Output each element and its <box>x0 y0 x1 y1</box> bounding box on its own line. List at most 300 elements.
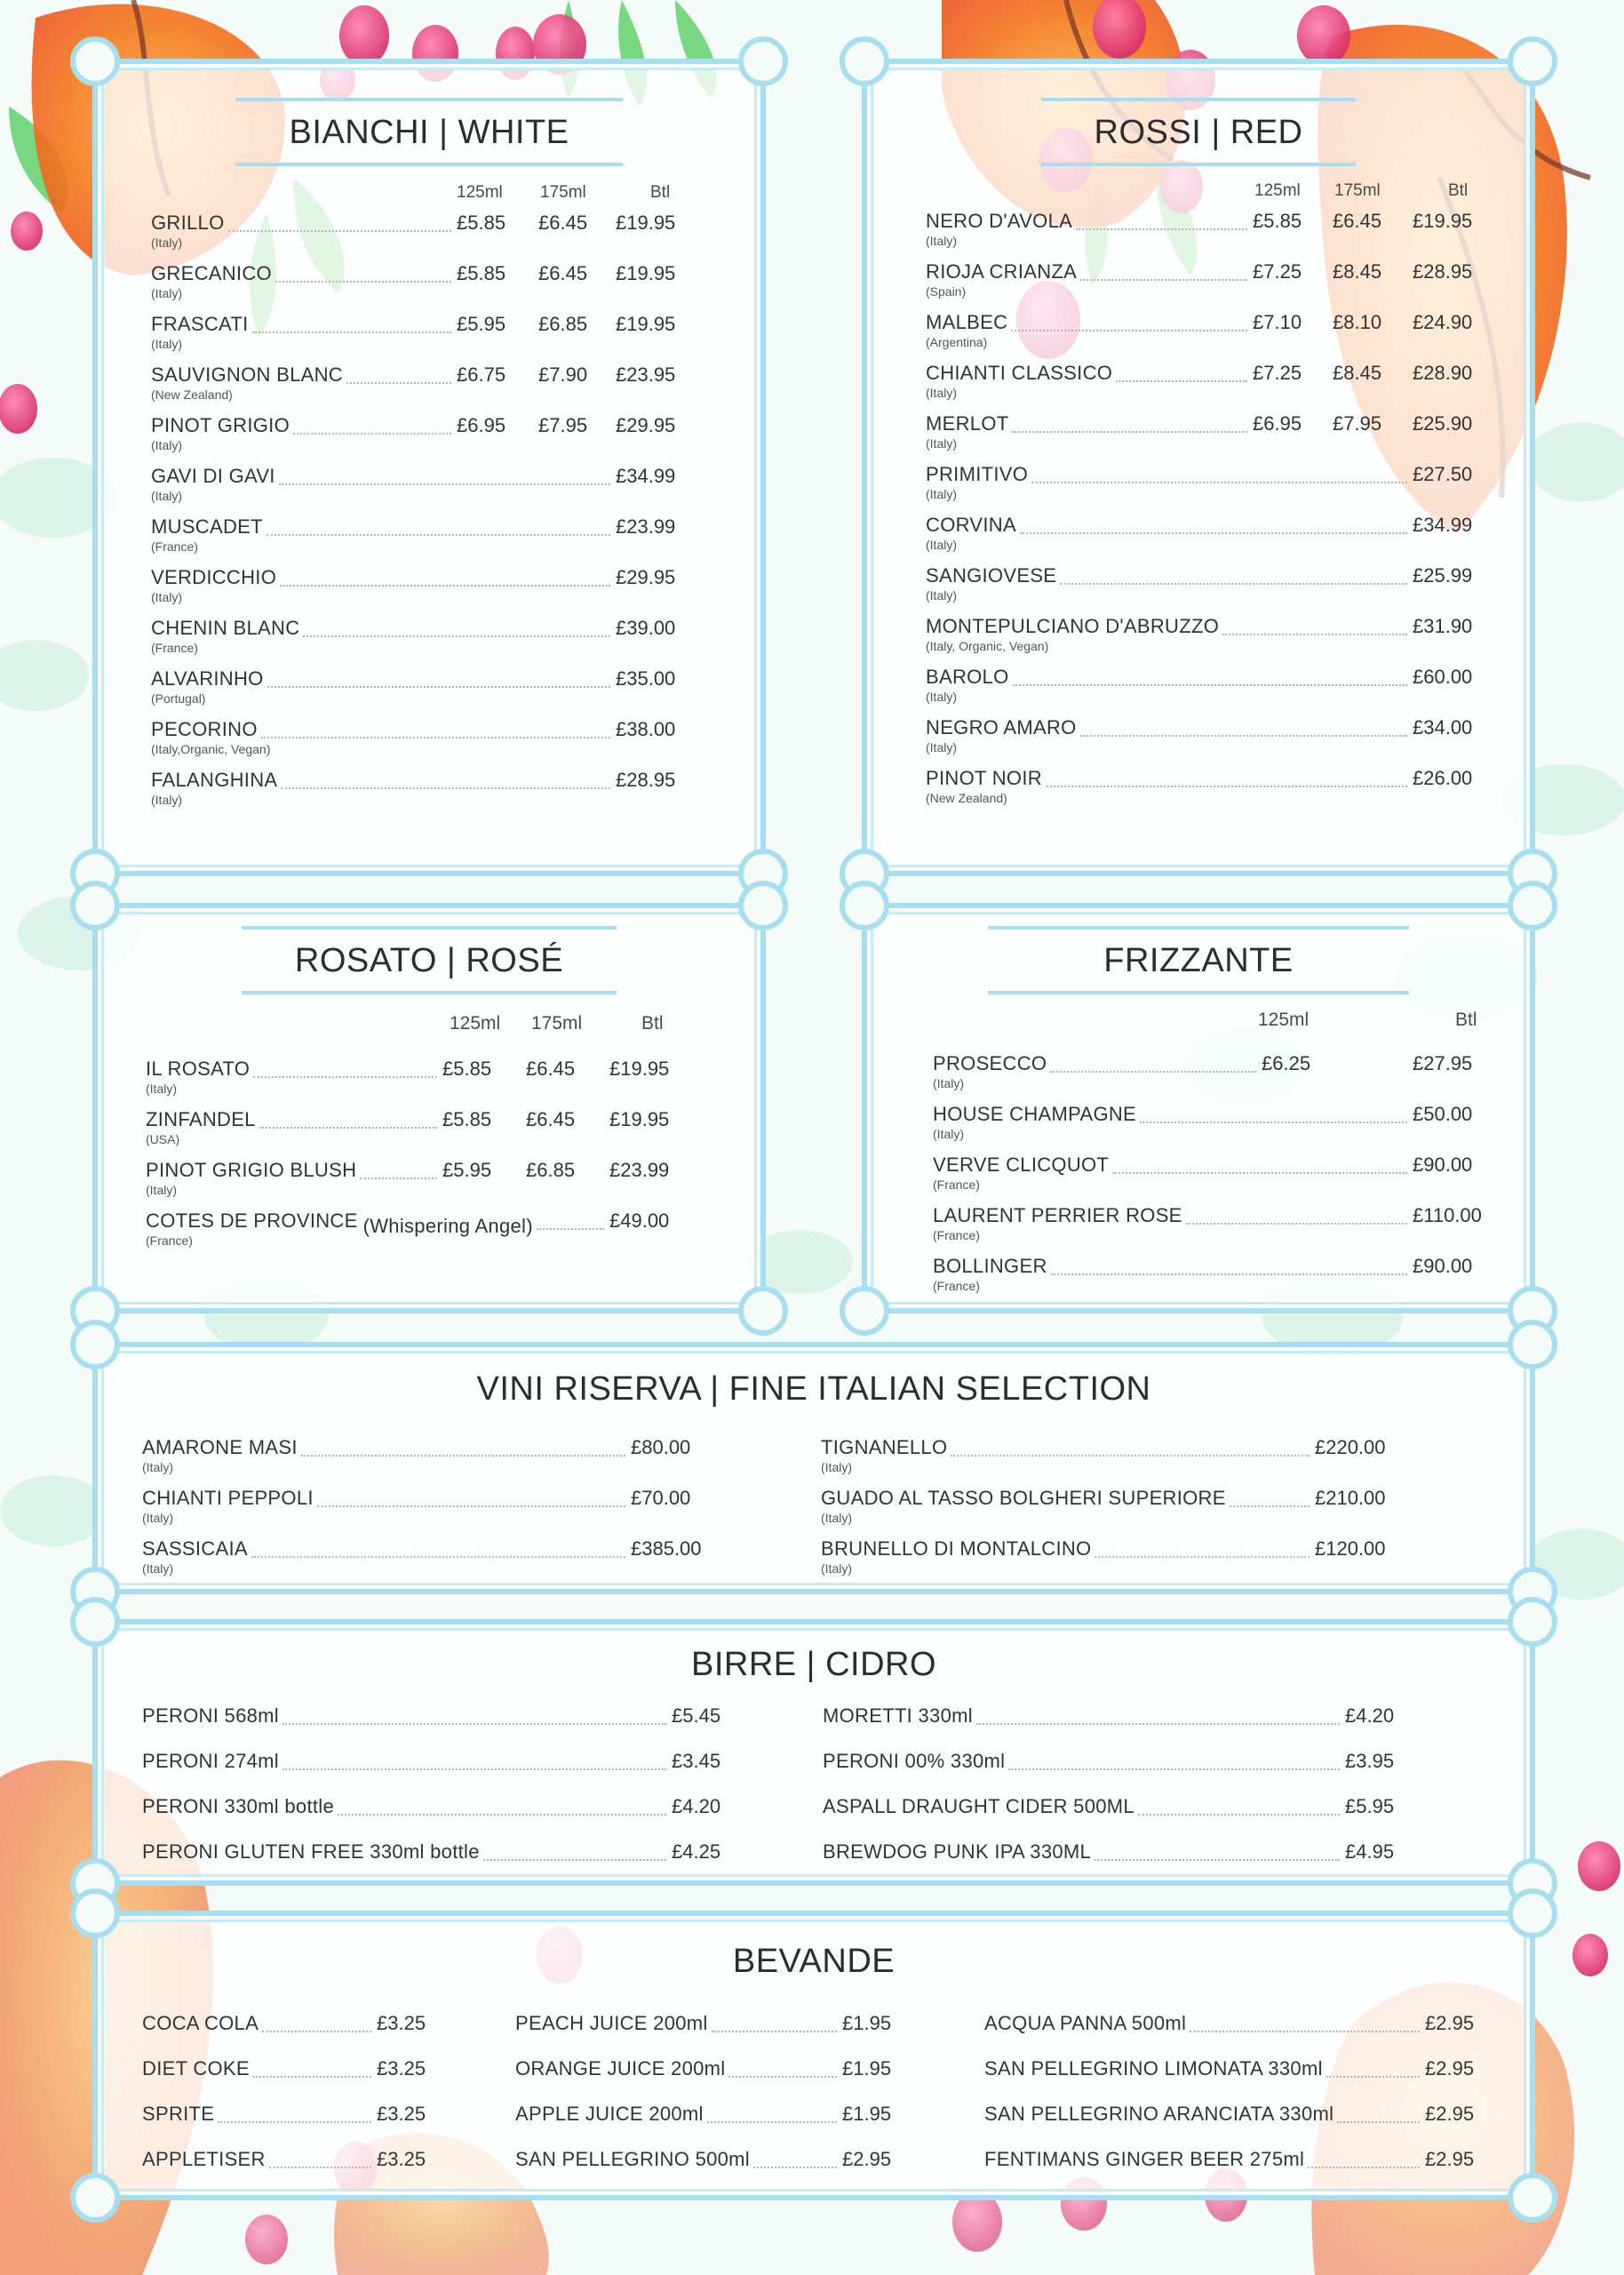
wine-item <box>926 463 1494 513</box>
price: £3.25 <box>377 2103 426 2125</box>
white-wine-panel <box>92 59 766 876</box>
wine-item <box>151 769 693 818</box>
item-origin: (Italy) <box>151 337 182 351</box>
item-name: ORANGE JUICE 200ml <box>515 2057 726 2079</box>
item-name: HOUSE CHAMPAGNE <box>933 1103 1137 1125</box>
price: £210.00 <box>1315 1487 1386 1509</box>
dot-leader <box>1050 1071 1256 1073</box>
wine-item <box>151 718 693 768</box>
item-name: NEGRO AMARO <box>926 716 1077 738</box>
col-header-125ml: 125ml <box>450 1013 501 1034</box>
price: £1.95 <box>842 2057 892 2079</box>
price-bottle: £50.00 <box>1413 1103 1473 1125</box>
wine-item <box>926 311 1494 361</box>
price-175ml: £6.45 <box>526 1108 576 1130</box>
wine-item <box>151 515 693 565</box>
item-name: RIOJA CRIANZA <box>926 260 1078 283</box>
wine-item <box>151 262 693 312</box>
price-bottle: £19.95 <box>609 1108 670 1130</box>
item-origin: (France) <box>151 641 198 655</box>
dot-leader <box>1020 532 1407 534</box>
price-125ml: £6.25 <box>1262 1052 1311 1074</box>
wine-item <box>933 1103 1487 1153</box>
price-bottle: £27.95 <box>1413 1052 1473 1074</box>
item-name: CHENIN BLANC <box>151 617 300 639</box>
red-wine-panel <box>862 59 1535 876</box>
item-name: CHIANTI PEPPOLI <box>142 1487 314 1509</box>
dot-leader <box>1013 684 1408 686</box>
col-header-175ml: 175ml <box>540 183 586 202</box>
dot-leader <box>753 2167 837 2168</box>
col-header-175ml: 175ml <box>531 1013 583 1034</box>
price-bottle: £34.00 <box>1413 716 1473 738</box>
dot-leader <box>1051 1273 1407 1275</box>
dot-leader <box>261 737 610 738</box>
dot-leader <box>1031 482 1407 483</box>
item-name: GRILLO <box>151 212 225 234</box>
dot-leader <box>283 1723 666 1725</box>
dot-leader <box>1326 2076 1420 2078</box>
menu-item <box>142 1750 728 1800</box>
item-name: TIGNANELLO <box>821 1436 948 1458</box>
price-bottle: £38.00 <box>616 718 676 740</box>
wine-item <box>926 767 1494 817</box>
item-name: NERO D'AVOLA <box>926 210 1073 232</box>
price-125ml: £5.85 <box>457 212 506 234</box>
dot-leader <box>728 2076 837 2078</box>
item-origin: (Italy) <box>926 234 957 248</box>
price-125ml: £7.25 <box>1253 362 1302 384</box>
wine-item <box>933 1204 1487 1254</box>
item-origin: (Italy) <box>821 1561 852 1576</box>
riserva-title: VINI RISERVA | FINE ITALIAN SELECTION <box>476 1370 1151 1408</box>
item-origin: (Italy) <box>821 1511 852 1525</box>
rose-title: ROSATO | ROSÉ <box>242 926 617 994</box>
item-name: GRECANICO <box>151 262 272 284</box>
menu-item <box>142 2148 434 2198</box>
col-header-btl: Btl <box>641 1013 664 1034</box>
price-175ml: £6.85 <box>538 313 588 335</box>
dot-leader <box>1112 1172 1407 1174</box>
price: £220.00 <box>1315 1436 1386 1458</box>
price: £4.20 <box>672 1795 721 1817</box>
col-header-125ml: 125ml <box>457 183 503 202</box>
item-name: SAN PELLEGRINO ARANCIATA 330ml <box>984 2103 1334 2125</box>
price: £2.95 <box>1425 2012 1475 2034</box>
menu-item <box>984 2103 1482 2152</box>
price: £120.00 <box>1315 1537 1386 1560</box>
dot-leader <box>483 1859 666 1861</box>
item-name: PINOT NOIR <box>926 767 1042 789</box>
wine-item <box>151 414 693 464</box>
item-name: PERONI GLUTEN FREE 330ml bottle <box>142 1840 480 1863</box>
price-bottle: £35.00 <box>616 667 676 690</box>
price-bottle: £29.95 <box>616 566 676 588</box>
price-bottle: £19.95 <box>616 262 676 284</box>
wine-item <box>821 1436 1404 1486</box>
dot-leader <box>1222 634 1407 635</box>
price-125ml: £5.85 <box>1253 210 1302 232</box>
item-origin: (Italy) <box>151 590 182 604</box>
wine-item <box>151 617 693 667</box>
menu-item <box>823 1750 1402 1800</box>
item-name: SAN PELLEGRINO LIMONATA 330ml <box>984 2057 1323 2079</box>
item-name: AMARONE MASI <box>142 1436 298 1458</box>
col-header-125ml: 125ml <box>1254 181 1301 200</box>
item-origin: (France) <box>933 1177 980 1192</box>
item-name: IL ROSATO <box>146 1058 251 1080</box>
item-origin: (France) <box>933 1228 980 1242</box>
wine-item <box>933 1052 1487 1102</box>
dot-leader <box>1138 1814 1340 1816</box>
price-125ml: £5.85 <box>442 1058 492 1080</box>
beer-panel <box>92 1619 1535 1886</box>
dot-leader <box>1076 228 1247 230</box>
item-origin: (New Zealand) <box>926 791 1007 805</box>
red-title: ROSSI | RED <box>1041 98 1357 166</box>
menu-item <box>142 2057 434 2107</box>
price-bottle: £26.00 <box>1413 767 1473 789</box>
item-origin: (USA) <box>146 1132 180 1146</box>
dot-leader <box>253 1076 437 1078</box>
item-name: ZINFANDEL <box>146 1108 256 1130</box>
dot-leader <box>293 433 451 435</box>
dot-leader <box>1080 279 1247 281</box>
item-name: ALVARINHO <box>151 667 264 690</box>
price-bottle: £60.00 <box>1413 666 1473 688</box>
item-origin: (Italy) <box>151 286 182 300</box>
dot-leader <box>1230 1505 1310 1507</box>
dot-leader <box>262 2031 371 2032</box>
price: £3.45 <box>672 1750 721 1772</box>
item-origin: (Portugal) <box>151 691 206 706</box>
wine-item <box>151 363 693 413</box>
dot-leader <box>252 331 451 333</box>
price: £3.25 <box>377 2148 426 2170</box>
item-origin: (Italy) <box>151 793 182 807</box>
item-origin: (Italy) <box>926 386 957 400</box>
item-origin: (Italy) <box>926 538 957 552</box>
wine-item <box>926 412 1494 462</box>
item-origin: (Italy) <box>146 1183 177 1197</box>
dot-leader <box>303 635 610 637</box>
item-name: LAURENT PERRIER ROSE <box>933 1204 1182 1226</box>
price-bottle: £34.99 <box>1413 514 1473 536</box>
item-origin: (Italy) <box>926 690 957 704</box>
price-175ml: £6.45 <box>1333 210 1382 232</box>
dot-leader <box>707 2121 837 2123</box>
sparkling-wine-panel <box>862 903 1535 1313</box>
wine-item <box>146 1058 679 1107</box>
wine-item <box>142 1537 720 1587</box>
wine-item <box>151 212 693 261</box>
price-bottle: £19.95 <box>609 1058 670 1080</box>
price-bottle: £110.00 <box>1413 1204 1482 1226</box>
item-name: BAROLO <box>926 666 1009 688</box>
item-origin: (France) <box>933 1279 980 1293</box>
dot-leader <box>228 230 452 232</box>
price-bottle: £28.90 <box>1413 362 1473 384</box>
item-name: PEACH JUICE 200ml <box>515 2012 708 2034</box>
item-name: CORVINA <box>926 514 1016 536</box>
wine-item <box>142 1436 720 1486</box>
price: £4.20 <box>1345 1704 1395 1727</box>
wine-item <box>926 615 1494 665</box>
item-name: PERONI 00% 330ml <box>823 1750 1006 1772</box>
item-name: VERVE CLICQUOT <box>933 1153 1110 1176</box>
item-origin: (Italy) <box>142 1561 173 1576</box>
dot-leader <box>346 382 451 384</box>
price-125ml: £5.85 <box>442 1108 492 1130</box>
item-origin: (Italy) <box>821 1460 852 1474</box>
price-bottle: £34.99 <box>616 465 676 487</box>
dot-leader <box>976 1723 1340 1725</box>
price-bottle: £27.50 <box>1413 463 1473 485</box>
dot-leader <box>275 281 451 283</box>
item-name: BRUNELLO DI MONTALCINO <box>821 1537 1092 1560</box>
menu-item <box>984 2012 1482 2062</box>
item-name: PECORINO <box>151 718 258 740</box>
price-bottle: £90.00 <box>1413 1255 1473 1277</box>
menu-item <box>142 1704 728 1754</box>
dot-leader <box>1186 1223 1407 1225</box>
price-125ml: £7.10 <box>1253 311 1302 333</box>
dot-leader <box>1046 786 1407 787</box>
item-origin: (France) <box>151 539 198 554</box>
price-bottle: £23.95 <box>616 363 676 386</box>
item-name: ACQUA PANNA 500ml <box>984 2012 1187 2034</box>
wine-item <box>926 260 1494 310</box>
price: £1.95 <box>842 2103 892 2125</box>
dot-leader <box>283 1768 666 1770</box>
item-name: BREWDOG PUNK IPA 330ML <box>823 1840 1092 1863</box>
item-note: (Whispering Angel) <box>362 1215 533 1237</box>
price: £385.00 <box>631 1537 702 1560</box>
dot-leader <box>1095 1556 1310 1558</box>
price: £4.95 <box>1345 1840 1395 1863</box>
wine-item <box>926 716 1494 766</box>
item-name: GUADO AL TASSO BOLGHERI SUPERIORE <box>821 1487 1226 1509</box>
item-origin: (France) <box>146 1233 193 1248</box>
item-name: FALANGHINA <box>151 769 278 791</box>
col-header-125ml: 125ml <box>1258 1010 1310 1030</box>
item-name: BOLLINGER <box>933 1255 1047 1277</box>
item-name: PROSECCO <box>933 1052 1047 1074</box>
menu-item <box>515 2012 899 2062</box>
menu-item <box>823 1704 1402 1754</box>
price: £80.00 <box>631 1436 691 1458</box>
dot-leader <box>1095 1859 1340 1861</box>
item-name: PRIMITIVO <box>926 463 1029 485</box>
item-origin: (Italy) <box>146 1082 177 1096</box>
menu-item <box>984 2148 1482 2198</box>
white-title: BIANCHI | WHITE <box>235 98 622 166</box>
price-bottle: £29.95 <box>616 414 676 436</box>
item-origin: (Italy, Organic, Vegan) <box>926 639 1049 653</box>
item-origin: (Italy,Organic, Vegan) <box>151 742 271 756</box>
wine-item <box>933 1255 1487 1305</box>
price: £5.95 <box>1345 1795 1395 1817</box>
item-origin: (New Zealand) <box>151 387 233 402</box>
dot-leader <box>269 2167 371 2168</box>
menu-item <box>142 1840 728 1890</box>
menu-item <box>823 1840 1402 1890</box>
price: £2.95 <box>842 2148 892 2170</box>
item-name: SANGIOVESE <box>926 564 1057 587</box>
wine-item <box>146 1159 679 1209</box>
item-name: MALBEC <box>926 311 1008 333</box>
price-bottle: £49.00 <box>609 1209 670 1232</box>
item-name: PERONI 568ml <box>142 1704 279 1727</box>
price: £70.00 <box>631 1487 691 1509</box>
rose-wine-panel <box>92 903 766 1313</box>
price-125ml: £6.95 <box>1253 412 1302 435</box>
item-name: ASPALL DRAUGHT CIDER 500ML <box>823 1795 1134 1817</box>
sparkling-title: FRIZZANTE <box>988 926 1408 994</box>
menu-item <box>515 2148 899 2198</box>
price-175ml: £7.95 <box>1333 412 1382 435</box>
dot-leader <box>1011 330 1247 331</box>
item-origin: (Italy) <box>151 438 182 452</box>
dot-leader <box>1140 1122 1407 1123</box>
item-name: SAUVIGNON BLANC <box>151 363 343 386</box>
price-bottle: £19.95 <box>1413 210 1473 232</box>
item-origin: (Italy) <box>926 487 957 501</box>
item-name: COTES DE PROVINCE <box>146 1209 358 1232</box>
item-name: PERONI 274ml <box>142 1750 279 1772</box>
price-175ml: £7.95 <box>538 414 588 436</box>
wine-item <box>926 564 1494 614</box>
dot-leader <box>360 1177 437 1179</box>
dot-leader <box>537 1228 604 1230</box>
price-175ml: £8.10 <box>1333 311 1382 333</box>
col-header-btl: Btl <box>1455 1010 1477 1030</box>
price: £2.95 <box>1425 2103 1475 2125</box>
dot-leader <box>712 2031 837 2032</box>
beer-title: BIRRE | CIDRO <box>690 1646 937 1683</box>
price: £2.95 <box>1425 2148 1475 2170</box>
item-origin: (Italy) <box>933 1076 964 1090</box>
soft-drinks-panel <box>92 1911 1535 2200</box>
wine-item <box>151 313 693 363</box>
price-bottle: £28.95 <box>616 769 676 791</box>
item-origin: (Italy) <box>142 1511 173 1525</box>
price-125ml: £5.95 <box>457 313 506 335</box>
col-header-btl: Btl <box>1448 181 1469 200</box>
price: £3.95 <box>1345 1750 1395 1772</box>
dot-leader <box>280 585 610 587</box>
price-bottle: £23.99 <box>616 515 676 538</box>
wine-item <box>146 1108 679 1158</box>
item-origin: (Spain) <box>926 284 967 299</box>
dot-leader <box>267 686 610 688</box>
price-bottle: £24.90 <box>1413 311 1473 333</box>
item-name: PINOT GRIGIO <box>151 414 290 436</box>
drinks-title: BEVANDE <box>732 1943 896 1980</box>
item-name: PINOT GRIGIO BLUSH <box>146 1159 357 1181</box>
price-175ml: £6.45 <box>538 212 588 234</box>
dot-leader <box>951 1455 1310 1457</box>
price-bottle: £19.95 <box>616 212 676 234</box>
price-bottle: £28.95 <box>1413 260 1473 283</box>
item-name: MONTEPULCIANO D'ABRUZZO <box>926 615 1220 637</box>
menu-item <box>142 1795 728 1845</box>
item-name: COCA COLA <box>142 2012 259 2034</box>
wine-item <box>926 666 1494 715</box>
price: £2.95 <box>1425 2057 1475 2079</box>
wine-item <box>151 465 693 515</box>
wine-item <box>926 210 1494 259</box>
price-bottle: £23.99 <box>609 1159 670 1181</box>
item-name: PERONI 330ml bottle <box>142 1795 335 1817</box>
price-175ml: £7.90 <box>538 363 588 386</box>
dot-leader <box>1116 380 1247 382</box>
menu-item <box>142 2103 434 2152</box>
dot-leader <box>338 1814 666 1816</box>
item-origin: (Italy) <box>151 489 182 503</box>
price: £4.25 <box>672 1840 721 1863</box>
wine-item <box>151 667 693 717</box>
item-origin: (Italy) <box>151 235 182 250</box>
dot-leader <box>251 1556 625 1558</box>
wine-item <box>146 1209 679 1259</box>
dot-leader <box>279 483 610 485</box>
wine-item <box>926 362 1494 411</box>
item-name: APPLETISER <box>142 2148 266 2170</box>
price-bottle: £25.90 <box>1413 412 1473 435</box>
dot-leader <box>1190 2031 1420 2032</box>
item-name: SPRITE <box>142 2103 215 2125</box>
price-175ml: £6.45 <box>526 1058 576 1080</box>
price: £1.95 <box>842 2012 892 2034</box>
price-bottle: £90.00 <box>1413 1153 1473 1176</box>
item-name: FRASCATI <box>151 313 249 335</box>
wine-item <box>821 1537 1404 1587</box>
dot-leader <box>301 1455 625 1457</box>
item-name: MORETTI 330ml <box>823 1704 973 1727</box>
dot-leader <box>218 2121 371 2123</box>
wine-item <box>933 1153 1487 1203</box>
price-bottle: £31.90 <box>1413 615 1473 637</box>
item-name: CHIANTI CLASSICO <box>926 362 1113 384</box>
col-header-btl: Btl <box>650 183 671 202</box>
price-175ml: £6.85 <box>526 1159 576 1181</box>
price-bottle: £19.95 <box>616 313 676 335</box>
menu-item <box>984 2057 1482 2107</box>
dot-leader <box>1012 431 1247 433</box>
price-125ml: £7.25 <box>1253 260 1302 283</box>
dot-leader <box>253 2076 371 2078</box>
item-origin: (Argentina) <box>926 335 988 349</box>
item-origin: (Italy) <box>933 1127 964 1141</box>
col-header-175ml: 175ml <box>1334 181 1381 200</box>
dot-leader <box>317 1505 625 1507</box>
wine-item <box>821 1487 1404 1537</box>
item-origin: (Italy) <box>926 740 957 754</box>
price: £3.25 <box>377 2057 426 2079</box>
item-name: SASSICAIA <box>142 1537 248 1560</box>
menu-item <box>515 2057 899 2107</box>
item-name: MUSCADET <box>151 515 263 538</box>
price: £5.45 <box>672 1704 721 1727</box>
price-125ml: £5.95 <box>442 1159 492 1181</box>
price-125ml: £6.95 <box>457 414 506 436</box>
item-name: MERLOT <box>926 412 1009 435</box>
price-175ml: £8.45 <box>1333 260 1382 283</box>
dot-leader <box>1060 583 1407 585</box>
riserva-panel <box>92 1342 1535 1594</box>
menu-item <box>823 1795 1402 1845</box>
